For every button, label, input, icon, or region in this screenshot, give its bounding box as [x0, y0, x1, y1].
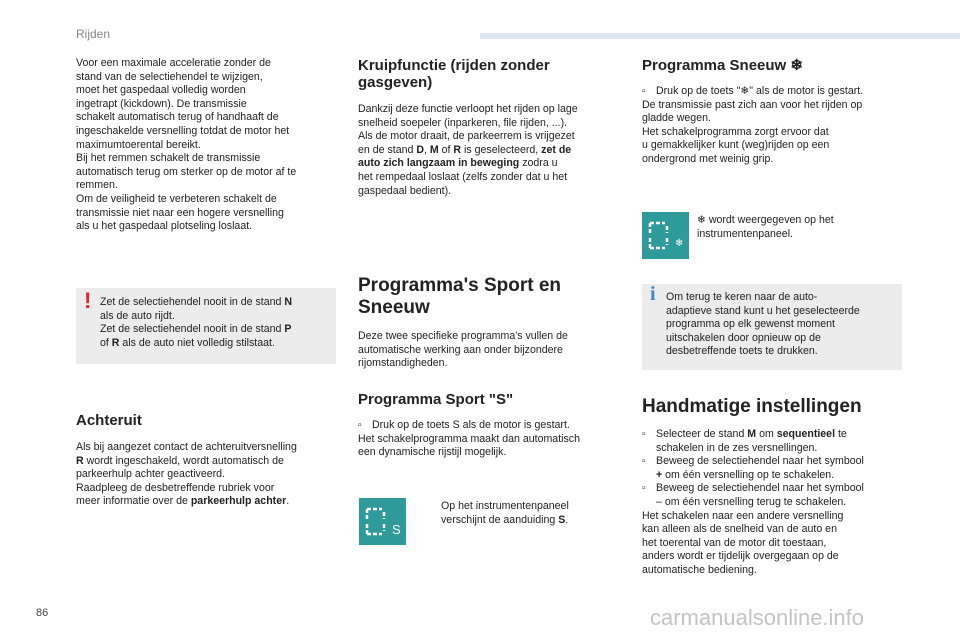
text-line: Het schakelprogramma zorgt ervoor dat — [642, 125, 829, 138]
text-line: N — [284, 296, 292, 308]
text-line: Druk op de toets S als de motor is gestart. — [372, 419, 570, 431]
bullet-icon: ▫ — [358, 419, 362, 431]
text-line: of — [438, 143, 454, 156]
text-line: het toerental van de motor dit toestaan, — [642, 536, 827, 549]
header-bar — [480, 33, 960, 39]
sport-section — [358, 391, 628, 460]
text-line: Raadpleeg de desbetreffende rubriek voor — [76, 481, 275, 494]
text-line: parkeerhulp achter geactiveerd. — [76, 468, 225, 481]
text-line: Deze twee specifieke programma's vullen de — [358, 330, 568, 342]
snow-icon-text — [697, 214, 897, 241]
text-line: remmen. — [76, 179, 118, 192]
intro-text — [76, 57, 346, 234]
text-line: als u het gaspedaal plotseling loslaat. — [76, 220, 253, 233]
manual-section — [642, 396, 912, 578]
text-line: Als bij aangezet contact de achteruitversnelling — [76, 441, 297, 453]
text-line: M — [429, 143, 439, 156]
text-line: De transmissie past zich aan voor het rijden op — [642, 98, 863, 111]
text-line: automatische werking aan onder bijzondere — [358, 343, 563, 356]
text-line: Op het instrumentenpaneel — [441, 500, 569, 512]
section-heading: Achteruit — [76, 412, 142, 429]
text-line: als de auto niet volledig stilstaat. — [119, 336, 275, 349]
text-line: Als de motor draait, de parkeerrem is vrijgezet — [358, 130, 575, 143]
text-line: u gemakkelijker kunt (weg)rijden op een — [642, 139, 830, 152]
text-line: Bij het remmen schakelt de transmissie — [76, 152, 261, 165]
text-line: Het schakelprogramma maakt dan automatisch — [358, 432, 580, 445]
sport-indicator-tile — [359, 498, 406, 545]
text-line: , — [423, 143, 430, 156]
bullet-icon: ▫ — [642, 482, 646, 495]
snow-indicator-tile — [642, 212, 689, 259]
text-line: desbetreffende toets te drukken. — [666, 345, 818, 358]
text-line: meer informatie over de — [76, 495, 191, 508]
text-line: . — [286, 495, 290, 508]
text-line: rijomstandigheden. — [358, 357, 448, 370]
text-line: of — [100, 336, 112, 349]
text-line: ondergrond met weinig grip. — [642, 152, 774, 165]
text-line: Om terug te keren naar de auto- — [666, 291, 818, 303]
text-line: snelheid soepeler (inparkeren, file rijden, ...). — [358, 116, 568, 129]
text-line: + — [656, 468, 663, 481]
text-line: automatisch terug om sterker op de motor af te — [76, 165, 297, 178]
text-line: om — [756, 428, 777, 440]
watermark: carmanualsonline.info — [650, 605, 865, 630]
text-line: transmissie niet naar een hogere versnelling — [76, 206, 284, 219]
text-line: ingetrapt (kickdown). De transmissie — [76, 97, 247, 110]
info-box — [642, 284, 902, 370]
section-heading: Programma's Sport en Sneeuw — [358, 275, 562, 318]
page-number: 86 — [36, 607, 49, 619]
snowflake-icon: ❄ — [675, 238, 684, 249]
text-line: Om de veiligheid te verbeteren schakelt de — [76, 192, 277, 205]
warning-icon: ! — [84, 288, 92, 313]
warning-box — [76, 288, 336, 364]
text-line: Beweeg de selectiehendel naar het symbool — [656, 455, 864, 468]
text-line: zet de — [541, 143, 572, 156]
text-line: M — [747, 428, 757, 440]
text-line: Beweeg de selectiehendel naar het symbool — [656, 482, 864, 495]
text-line: gladde wegen. — [642, 112, 711, 125]
text-line: Voor een maximale acceleratie zonder de — [76, 57, 271, 69]
text-line: sequentieel — [776, 428, 836, 440]
text-line: maximumtoerental bereikt. — [76, 138, 201, 151]
text-line: om één versnelling op te schakelen. — [662, 468, 835, 481]
text-line: het rempedaal loslaat (zelfs zonder dat u het — [358, 170, 568, 183]
text-line: . — [565, 513, 569, 526]
text-line: Zet de selectiehendel nooit in de stand — [100, 323, 285, 336]
text-line: R — [453, 143, 462, 156]
reverse-section — [76, 412, 346, 509]
bullet-icon: ▫ — [642, 428, 646, 440]
text-line: zodra u — [519, 157, 558, 170]
text-line: anders wordt er tijdelijk overgegaan op de — [642, 550, 839, 563]
text-line: R — [76, 454, 84, 467]
sport-icon-text — [441, 500, 621, 527]
text-line: Zet de selectiehendel nooit in de stand — [100, 296, 285, 308]
text-line: Dankzij deze functie verloopt het rijden op lage — [358, 103, 578, 115]
text-line: kan alleen als de snelheid van de auto en — [642, 523, 837, 536]
text-line: gaspedaal bedient). — [358, 184, 452, 197]
text-line: wordt ingeschakeld, wordt automatisch de — [83, 454, 284, 467]
text-line: parkeerhulp achter — [190, 495, 287, 508]
text-line: R — [111, 336, 120, 349]
text-line: als de auto rijdt. — [100, 309, 175, 322]
text-line: is geselecteerd, — [461, 143, 542, 156]
text-line: D — [416, 143, 424, 156]
sport-glyph: S — [392, 522, 401, 537]
text-line: en de stand — [358, 143, 417, 156]
section-heading: Handmatige instellingen — [642, 396, 862, 417]
section-heading: Kruipfunctie (rijden zonder — [358, 57, 550, 74]
text-line: ingeschakelde versnelling totdat de motor het — [76, 124, 290, 137]
text-line: schakelen in de zes versnellingen. — [656, 441, 818, 454]
creep-section — [358, 57, 628, 198]
section-heading: Programma Sport "S" — [358, 391, 514, 408]
section-heading: Programma Sneeuw ❄ — [642, 57, 803, 74]
text-line: schakelt automatisch terug of handhaaft de — [76, 111, 279, 124]
text-line: moet het gaspedaal volledig worden — [76, 84, 246, 97]
text-line: verschijnt de aanduiding — [441, 513, 559, 526]
text-line: adaptieve stand kunt u het geselecteerde — [666, 304, 860, 317]
text-line: S — [558, 513, 566, 526]
text-line: Het schakelen naar een andere versnelling — [642, 509, 844, 522]
text-line: een dynamische rijstijl mogelijk. — [358, 446, 507, 459]
text-line: Druk op de toets "❄" als de motor is gestart. — [656, 85, 864, 97]
text-line: stand van de selectiehendel te wijzigen, — [76, 70, 263, 83]
text-line: P — [284, 323, 292, 336]
bullet-icon: ▫ — [642, 455, 646, 468]
section-header: Rijden — [76, 27, 111, 41]
programs-section — [358, 275, 628, 371]
display-icon — [642, 212, 689, 259]
text-line: uitschakelen door opnieuw op de — [666, 331, 821, 344]
text-line: ❄ wordt weergegeven op het — [697, 214, 834, 226]
bullet-icon: ▫ — [642, 85, 646, 97]
section-heading: gasgeven) — [358, 74, 433, 91]
text-line: programma op elk gewenst moment — [666, 318, 835, 331]
text-line: instrumentenpaneel. — [697, 227, 793, 240]
snow-section — [642, 57, 912, 167]
text-line: te — [835, 428, 847, 440]
text-line: Selecteer de stand — [656, 428, 748, 440]
text-line: auto zich langzaam in beweging — [358, 157, 520, 170]
text-line: – om één versnelling terug te schakelen. — [656, 495, 847, 508]
text-line: automatische bediening. — [642, 563, 757, 576]
info-icon: i — [650, 283, 656, 305]
